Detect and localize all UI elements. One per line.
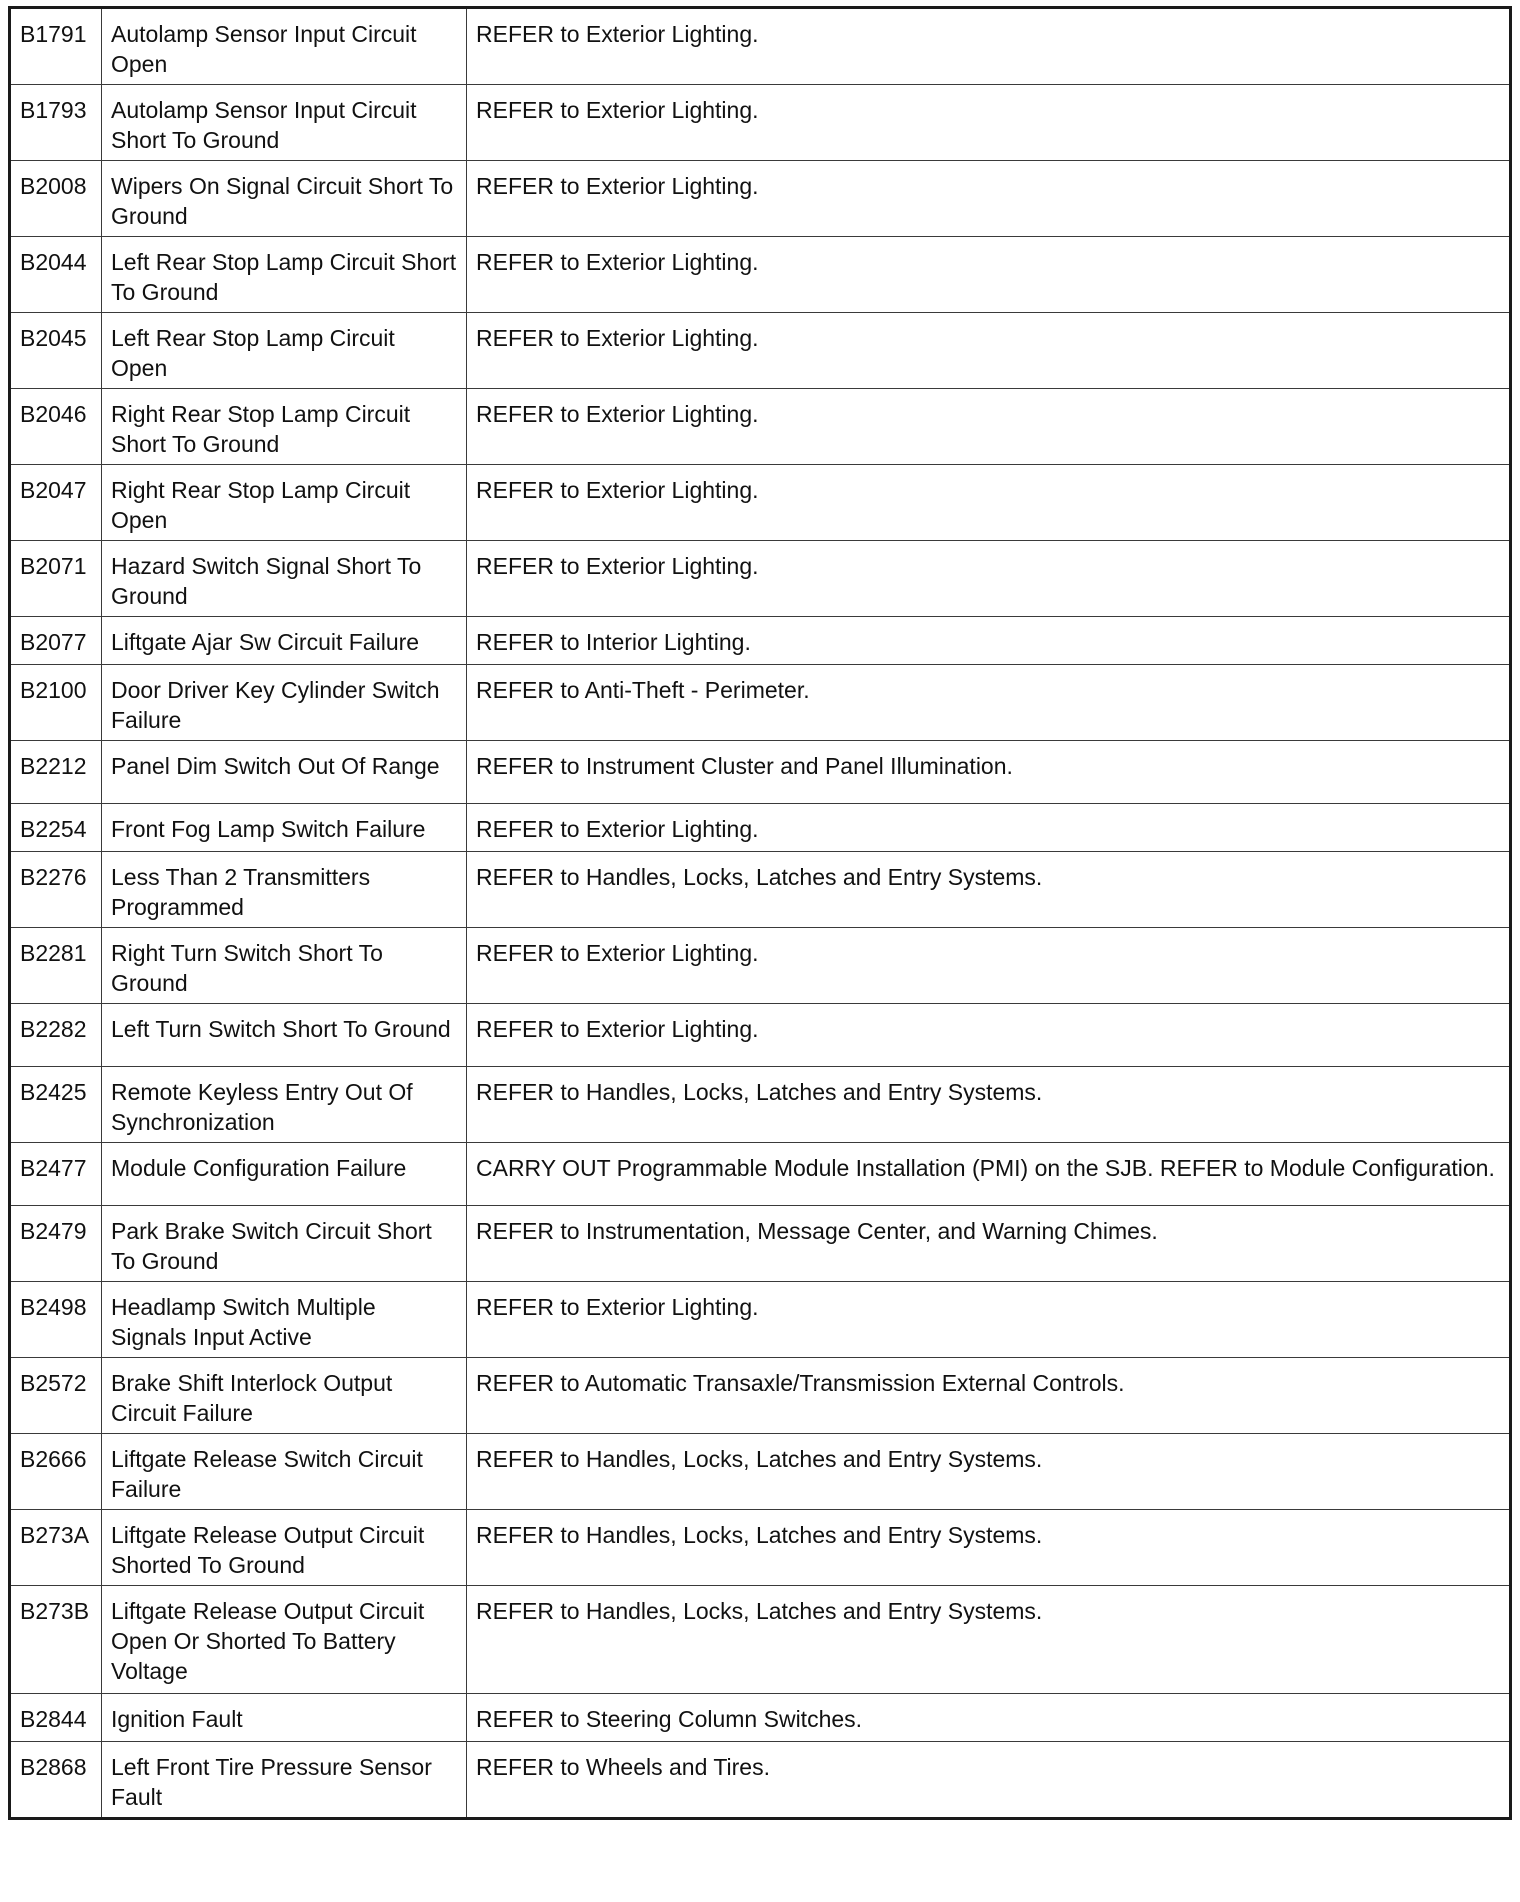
dtc-description-cell: Wipers On Signal Circuit Short To Ground <box>102 161 467 237</box>
dtc-action-cell: REFER to Handles, Locks, Latches and Entry Systems. <box>467 1434 1511 1510</box>
dtc-action-cell: REFER to Exterior Lighting. <box>467 1004 1511 1067</box>
dtc-description-cell: Autolamp Sensor Input Circuit Short To Ground <box>102 85 467 161</box>
table-row <box>10 1586 1511 1694</box>
dtc-description-cell: Right Rear Stop Lamp Circuit Short To Ground <box>102 389 467 465</box>
table-row <box>10 1694 1511 1742</box>
dtc-action-cell: REFER to Handles, Locks, Latches and Entry Systems. <box>467 1067 1511 1143</box>
table-row <box>10 1004 1511 1067</box>
dtc-description-cell: Hazard Switch Signal Short To Ground <box>102 541 467 617</box>
table-row <box>10 1206 1511 1282</box>
table-row <box>10 852 1511 928</box>
dtc-code-cell: B2425 <box>10 1067 102 1143</box>
dtc-code-cell: B1793 <box>10 85 102 161</box>
dtc-action-cell: REFER to Automatic Transaxle/Transmission External Controls. <box>467 1358 1511 1434</box>
dtc-description-cell: Panel Dim Switch Out Of Range <box>102 741 467 804</box>
table-row <box>10 541 1511 617</box>
dtc-description-cell: Headlamp Switch Multiple Signals Input Active <box>102 1282 467 1358</box>
dtc-action-cell: REFER to Exterior Lighting. <box>467 161 1511 237</box>
dtc-code-cell: B1791 <box>10 8 102 85</box>
dtc-action-cell: REFER to Exterior Lighting. <box>467 1282 1511 1358</box>
table-row <box>10 1067 1511 1143</box>
dtc-description-cell: Door Driver Key Cylinder Switch Failure <box>102 665 467 741</box>
dtc-action-cell: REFER to Interior Lighting. <box>467 617 1511 665</box>
dtc-description-cell: Front Fog Lamp Switch Failure <box>102 804 467 852</box>
dtc-description-cell: Remote Keyless Entry Out Of Synchronization <box>102 1067 467 1143</box>
dtc-code-cell: B2572 <box>10 1358 102 1434</box>
table-row <box>10 85 1511 161</box>
dtc-action-cell: REFER to Handles, Locks, Latches and Entry Systems. <box>467 1510 1511 1586</box>
dtc-code-cell: B273A <box>10 1510 102 1586</box>
dtc-description-cell: Left Turn Switch Short To Ground <box>102 1004 467 1067</box>
dtc-action-cell: REFER to Instrument Cluster and Panel Illumination. <box>467 741 1511 804</box>
dtc-code-cell: B2047 <box>10 465 102 541</box>
dtc-table <box>8 6 1512 1820</box>
dtc-code-cell: B2077 <box>10 617 102 665</box>
dtc-description-cell: Left Front Tire Pressure Sensor Fault <box>102 1742 467 1819</box>
dtc-code-cell: B2008 <box>10 161 102 237</box>
dtc-description-cell: Right Rear Stop Lamp Circuit Open <box>102 465 467 541</box>
dtc-code-cell: B2666 <box>10 1434 102 1510</box>
dtc-description-cell: Left Rear Stop Lamp Circuit Short To Ground <box>102 237 467 313</box>
dtc-action-cell: REFER to Exterior Lighting. <box>467 85 1511 161</box>
dtc-description-cell: Brake Shift Interlock Output Circuit Failure <box>102 1358 467 1434</box>
dtc-description-cell: Less Than 2 Transmitters Programmed <box>102 852 467 928</box>
dtc-description-cell: Module Configuration Failure <box>102 1143 467 1206</box>
dtc-code-cell: B2044 <box>10 237 102 313</box>
table-row <box>10 313 1511 389</box>
table-row <box>10 237 1511 313</box>
table-row <box>10 1358 1511 1434</box>
table-row <box>10 617 1511 665</box>
dtc-code-cell: B2844 <box>10 1694 102 1742</box>
dtc-description-cell: Right Turn Switch Short To Ground <box>102 928 467 1004</box>
dtc-code-cell: B2212 <box>10 741 102 804</box>
dtc-action-cell: REFER to Exterior Lighting. <box>467 804 1511 852</box>
table-row <box>10 465 1511 541</box>
table-row <box>10 1143 1511 1206</box>
dtc-action-cell: REFER to Exterior Lighting. <box>467 237 1511 313</box>
dtc-action-cell: REFER to Steering Column Switches. <box>467 1694 1511 1742</box>
dtc-description-cell: Autolamp Sensor Input Circuit Open <box>102 8 467 85</box>
dtc-code-cell: B2498 <box>10 1282 102 1358</box>
dtc-action-cell: REFER to Handles, Locks, Latches and Entry Systems. <box>467 1586 1511 1694</box>
dtc-description-cell: Left Rear Stop Lamp Circuit Open <box>102 313 467 389</box>
table-row <box>10 1434 1511 1510</box>
dtc-description-cell: Liftgate Release Output Circuit Shorted To Ground <box>102 1510 467 1586</box>
table-row <box>10 741 1511 804</box>
dtc-description-cell: Ignition Fault <box>102 1694 467 1742</box>
dtc-action-cell: REFER to Exterior Lighting. <box>467 389 1511 465</box>
table-row <box>10 804 1511 852</box>
dtc-code-cell: B2046 <box>10 389 102 465</box>
table-row <box>10 1510 1511 1586</box>
table-row <box>10 8 1511 85</box>
dtc-table-body <box>10 8 1511 1819</box>
dtc-code-cell: B2282 <box>10 1004 102 1067</box>
dtc-code-cell: B2071 <box>10 541 102 617</box>
table-row <box>10 1282 1511 1358</box>
dtc-description-cell: Liftgate Ajar Sw Circuit Failure <box>102 617 467 665</box>
dtc-action-cell: REFER to Handles, Locks, Latches and Entry Systems. <box>467 852 1511 928</box>
dtc-action-cell: REFER to Exterior Lighting. <box>467 313 1511 389</box>
dtc-description-cell: Park Brake Switch Circuit Short To Ground <box>102 1206 467 1282</box>
dtc-code-cell: B2868 <box>10 1742 102 1819</box>
dtc-action-cell: REFER to Anti-Theft - Perimeter. <box>467 665 1511 741</box>
dtc-action-cell: REFER to Exterior Lighting. <box>467 541 1511 617</box>
dtc-code-cell: B273B <box>10 1586 102 1694</box>
table-row <box>10 1742 1511 1819</box>
dtc-action-cell: REFER to Exterior Lighting. <box>467 928 1511 1004</box>
table-row <box>10 928 1511 1004</box>
dtc-code-cell: B2477 <box>10 1143 102 1206</box>
dtc-action-cell: CARRY OUT Programmable Module Installation (PMI) on the SJB. REFER to Module Configuration. <box>467 1143 1511 1206</box>
dtc-action-cell: REFER to Wheels and Tires. <box>467 1742 1511 1819</box>
table-row <box>10 665 1511 741</box>
table-row <box>10 389 1511 465</box>
dtc-code-cell: B2254 <box>10 804 102 852</box>
dtc-code-cell: B2100 <box>10 665 102 741</box>
dtc-code-cell: B2276 <box>10 852 102 928</box>
dtc-action-cell: REFER to Exterior Lighting. <box>467 465 1511 541</box>
dtc-action-cell: REFER to Exterior Lighting. <box>467 8 1511 85</box>
dtc-description-cell: Liftgate Release Switch Circuit Failure <box>102 1434 467 1510</box>
dtc-description-cell: Liftgate Release Output Circuit Open Or Shorted To Battery Voltage <box>102 1586 467 1694</box>
table-row <box>10 161 1511 237</box>
dtc-code-cell: B2045 <box>10 313 102 389</box>
dtc-code-cell: B2479 <box>10 1206 102 1282</box>
dtc-action-cell: REFER to Instrumentation, Message Center, and Warning Chimes. <box>467 1206 1511 1282</box>
dtc-code-cell: B2281 <box>10 928 102 1004</box>
